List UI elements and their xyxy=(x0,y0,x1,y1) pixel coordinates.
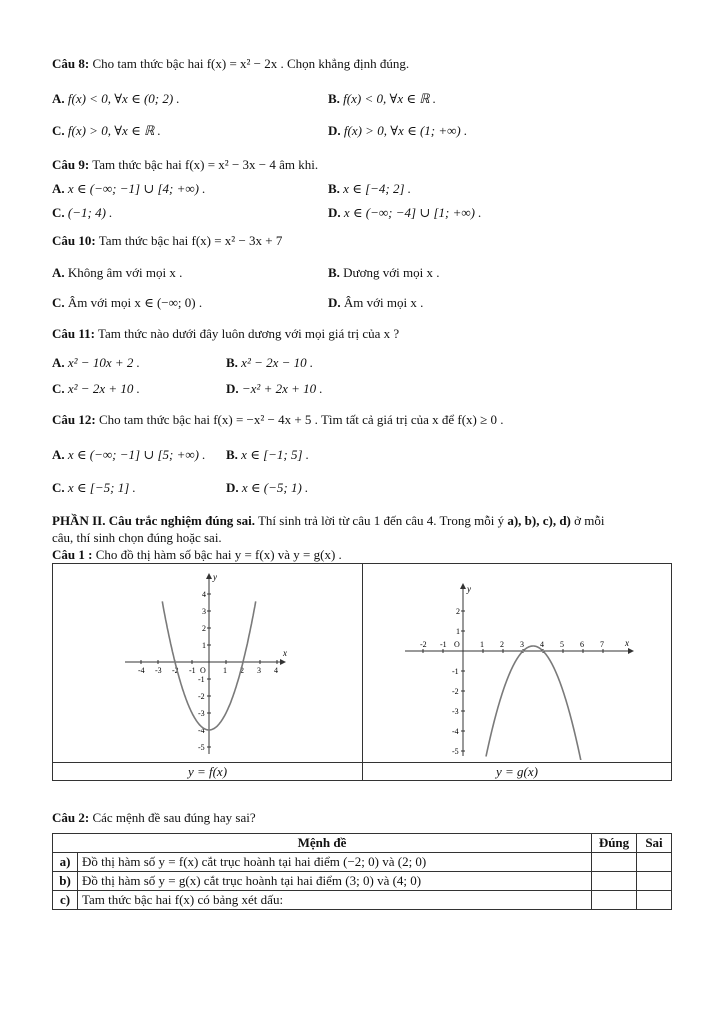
row-text: Đồ thị hàm số y = f(x) cắt trục hoành tại hai điểm (−2; 0) và (2; 0) xyxy=(78,853,592,872)
part2-line2: câu, thí sinh chọn đúng hoặc sai. xyxy=(52,530,222,545)
true-checkbox[interactable] xyxy=(592,891,637,910)
q9-stem xyxy=(52,157,318,173)
q9-label: Câu 9: xyxy=(52,157,90,172)
y-tick-label: -3 xyxy=(198,709,205,718)
true-checkbox[interactable] xyxy=(592,872,637,891)
g-y-label: y xyxy=(467,584,471,594)
q10-option-c[interactable] xyxy=(52,295,202,311)
q9-d-text: x ∈ (−∞; −4] ∪ [1; +∞) . xyxy=(343,205,482,220)
q12-d-text: x ∈ (−5; 1) . xyxy=(241,480,309,495)
graph-g xyxy=(363,564,669,760)
part2-heading: PHẦN II. Câu trắc nghiệm đúng sai. xyxy=(52,513,255,528)
true-checkbox[interactable] xyxy=(592,853,637,872)
q10-label: Câu 10: xyxy=(52,233,96,248)
truth-table xyxy=(52,833,672,910)
part2-abcd: a), b), c), d) xyxy=(507,513,571,528)
table-row xyxy=(53,853,672,872)
y-tick-label: -2 xyxy=(452,687,459,696)
part2-line1-end: ở mỗi xyxy=(574,513,605,528)
q10-text: Tam thức bậc hai f(x) = x² − 3x + 7 xyxy=(98,233,283,248)
q10-option-d[interactable] xyxy=(328,295,423,311)
q9-text: Tam thức bậc hai f(x) = x² − 3x − 4 âm khi. xyxy=(92,157,319,172)
p2q1-stem xyxy=(52,547,342,563)
q12-text: Cho tam thức bậc hai f(x) = −x² − 4x + 5 . Tìm tất cả giá trị của x để f(x) ≥ 0 . xyxy=(98,412,504,427)
false-checkbox[interactable] xyxy=(637,872,672,891)
q8-a-text: f(x) < 0, ∀x ∈ (0; 2) . xyxy=(67,91,180,106)
q12-option-b[interactable] xyxy=(226,447,309,463)
table-row xyxy=(53,872,672,891)
q9-c-text: (−1; 4) . xyxy=(67,205,113,220)
x-tick-label: 4 xyxy=(540,640,544,649)
q11-option-b[interactable] xyxy=(226,355,313,371)
row-text: Tam thức bậc hai f(x) có bảng xét dấu: xyxy=(78,891,592,910)
q11-a-text: x² − 10x + 2 . xyxy=(67,355,140,370)
q8-label: Câu 8: xyxy=(52,56,90,71)
y-tick-label: -2 xyxy=(198,692,205,701)
row-label: a) xyxy=(53,853,78,872)
graph-f-cell xyxy=(53,564,363,762)
q10-stem xyxy=(52,233,282,249)
y-tick-label: -3 xyxy=(452,707,459,716)
false-checkbox[interactable] xyxy=(637,891,672,910)
q12-a-text: x ∈ (−∞; −1] ∪ [5; +∞) . xyxy=(67,447,206,462)
x-tick-label: -4 xyxy=(138,666,145,675)
q8-c-text: f(x) > 0, ∀x ∈ ℝ . xyxy=(67,123,161,138)
q9-a-text: x ∈ (−∞; −1] ∪ [4; +∞) . xyxy=(67,181,206,196)
q9-a-label: A. xyxy=(52,181,65,196)
x-tick-label: -2 xyxy=(420,640,427,649)
q8-option-a[interactable] xyxy=(52,91,180,107)
q10-option-a[interactable] xyxy=(52,265,182,281)
q11-text: Tam thức nào dưới đây luôn dương với mọi giá trị của x ? xyxy=(98,326,400,341)
q8-d-text: f(x) > 0, ∀x ∈ (1; +∞) . xyxy=(343,123,468,138)
x-tick-label: 2 xyxy=(500,640,504,649)
truth-table-header xyxy=(53,834,672,853)
row-label: b) xyxy=(53,872,78,891)
q12-c-text: x ∈ [−5; 1] . xyxy=(67,480,136,495)
q8-stem xyxy=(52,56,409,72)
q8-c-label: C. xyxy=(52,123,65,138)
q11-c-label: C. xyxy=(52,381,65,396)
f-x-label: x xyxy=(283,648,287,658)
caption-f: y = f(x) xyxy=(53,762,363,780)
q8-option-b[interactable] xyxy=(328,91,436,107)
p2q2-text: Các mệnh đề sau đúng hay sai? xyxy=(92,810,256,825)
q8-a-label: A. xyxy=(52,91,65,106)
q9-d-label: D. xyxy=(328,205,341,220)
q11-option-d[interactable] xyxy=(226,381,323,397)
q12-d-label: D. xyxy=(226,480,239,495)
q9-option-b[interactable] xyxy=(328,181,411,197)
y-tick-label: -1 xyxy=(452,667,459,676)
p2q2-stem xyxy=(52,810,256,826)
p2q1-label: Câu 1 : xyxy=(52,547,93,562)
q10-d-text: Âm với mọi x . xyxy=(343,295,424,310)
q10-a-label: A. xyxy=(52,265,65,280)
q11-option-c[interactable] xyxy=(52,381,140,397)
x-tick-label: -3 xyxy=(155,666,162,675)
y-tick-label: -1 xyxy=(198,675,205,684)
q9-option-d[interactable] xyxy=(328,205,481,221)
f-y-label: y xyxy=(213,572,217,582)
head-proposition: Mệnh đề xyxy=(53,834,592,853)
part2-intro xyxy=(52,513,604,529)
row-label: c) xyxy=(53,891,78,910)
q12-c-label: C. xyxy=(52,480,65,495)
q11-c-text: x² − 2x + 10 . xyxy=(67,381,140,396)
q10-d-label: D. xyxy=(328,295,341,310)
q10-a-text: Không âm với mọi x . xyxy=(67,265,183,280)
graph-table xyxy=(52,563,672,781)
q12-label: Câu 12: xyxy=(52,412,96,427)
row-text: Đồ thị hàm số y = g(x) cắt trục hoành tại hai điểm (3; 0) và (4; 0) xyxy=(78,872,592,891)
q11-option-a[interactable] xyxy=(52,355,140,371)
q9-b-label: B. xyxy=(328,181,340,196)
q11-b-text: x² − 2x − 10 . xyxy=(241,355,314,370)
x-tick-label: 3 xyxy=(520,640,524,649)
x-tick-label: -1 xyxy=(189,666,196,675)
q12-option-a[interactable] xyxy=(52,447,205,463)
q12-b-text: x ∈ [−1; 5] . xyxy=(241,447,310,462)
x-tick-label: 7 xyxy=(600,640,604,649)
q8-option-d[interactable] xyxy=(328,123,467,139)
q10-c-label: C. xyxy=(52,295,65,310)
x-tick-label: 1 xyxy=(480,640,484,649)
q11-a-label: A. xyxy=(52,355,65,370)
x-tick-label: -1 xyxy=(440,640,447,649)
x-tick-label: O xyxy=(454,640,460,649)
q9-b-text: x ∈ [−4; 2] . xyxy=(343,181,412,196)
x-tick-label: O xyxy=(200,666,206,675)
x-tick-label: 2 xyxy=(240,666,244,675)
y-tick-label: 3 xyxy=(202,607,206,616)
false-checkbox[interactable] xyxy=(637,853,672,872)
y-tick-label: 4 xyxy=(202,590,206,599)
q12-option-c[interactable] xyxy=(52,480,136,496)
q9-option-c[interactable] xyxy=(52,205,112,221)
x-tick-label: 3 xyxy=(257,666,261,675)
y-tick-label: -4 xyxy=(452,727,459,736)
y-tick-label: 2 xyxy=(456,607,460,616)
q9-c-label: C. xyxy=(52,205,65,220)
q11-d-text: −x² + 2x + 10 . xyxy=(241,381,323,396)
q10-option-b[interactable] xyxy=(328,265,439,281)
q11-b-label: B. xyxy=(226,355,238,370)
caption-g: y = g(x) xyxy=(363,762,671,780)
x-tick-label: 1 xyxy=(223,666,227,675)
table-row xyxy=(53,891,672,910)
g-parabola xyxy=(486,646,585,760)
q11-label: Câu 11: xyxy=(52,326,95,341)
q12-option-d[interactable] xyxy=(226,480,308,496)
y-tick-label: -5 xyxy=(452,747,459,756)
y-tick-label: 1 xyxy=(202,641,206,650)
y-tick-label: -5 xyxy=(198,743,205,752)
part2-line1: Thí sinh trả lời từ câu 1 đến câu 4. Trong mỗi ý xyxy=(257,513,505,528)
q8-b-label: B. xyxy=(328,91,340,106)
y-tick-label: 2 xyxy=(202,624,206,633)
q12-b-label: B. xyxy=(226,447,238,462)
q11-d-label: D. xyxy=(226,381,239,396)
q11-stem xyxy=(52,326,399,342)
q10-b-label: B. xyxy=(328,265,340,280)
p2q1-text: Cho đồ thị hàm số bậc hai y = f(x) và y = g(x) . xyxy=(95,547,342,562)
y-tick-label: 1 xyxy=(456,627,460,636)
q10-b-text: Dương với mọi x . xyxy=(343,265,440,280)
graph-f xyxy=(53,564,361,760)
x-tick-label: 5 xyxy=(560,640,564,649)
q12-stem xyxy=(52,412,504,428)
g-x-label: x xyxy=(625,638,629,648)
p2q2-label: Câu 2: xyxy=(52,810,90,825)
x-tick-label: -2 xyxy=(172,666,179,675)
graph-g-cell xyxy=(363,564,671,762)
head-false: Sai xyxy=(637,834,672,853)
q8-option-c[interactable] xyxy=(52,123,161,139)
x-tick-label: 6 xyxy=(580,640,584,649)
q10-c-text: Âm với mọi x ∈ (−∞; 0) . xyxy=(67,295,203,310)
q12-a-label: A. xyxy=(52,447,65,462)
q8-b-text: f(x) < 0, ∀x ∈ ℝ . xyxy=(343,91,437,106)
q9-option-a[interactable] xyxy=(52,181,205,197)
y-tick-label: -4 xyxy=(198,726,205,735)
head-true: Đúng xyxy=(592,834,637,853)
q8-text: Cho tam thức bậc hai f(x) = x² − 2x . Chọn khẳng định đúng. xyxy=(92,56,410,71)
x-tick-label: 4 xyxy=(274,666,278,675)
q8-d-label: D. xyxy=(328,123,341,138)
